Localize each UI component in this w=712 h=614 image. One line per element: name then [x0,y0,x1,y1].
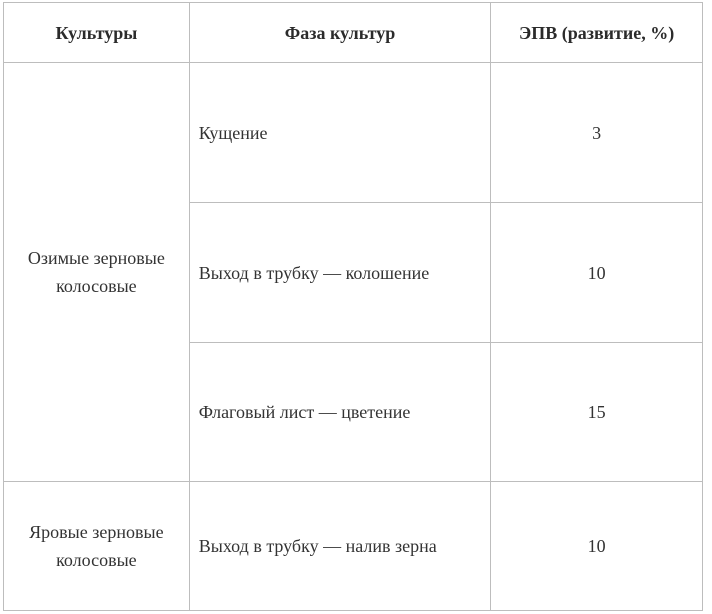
value-cell: 15 [491,343,703,482]
table-body [4,63,703,611]
crop-cell-spring: Яровые зерновые колосовые [4,482,190,611]
value-cell: 10 [491,482,703,611]
phase-cell: Выход в трубку — колошение [189,203,490,343]
phase-cell: Флаговый лист — цветение [189,343,490,482]
header-threshold: ЭПВ (развитие, %) [491,3,703,63]
table-header [4,3,703,63]
phase-cell: Выход в трубку — налив зерна [189,482,490,611]
value-cell: 3 [491,63,703,203]
header-row [4,3,703,63]
table-row [4,482,703,611]
table-row [4,63,703,203]
header-phase: Фаза культур [189,3,490,63]
phase-cell: Кущение [189,63,490,203]
value-cell: 10 [491,203,703,343]
crop-cell-winter: Озимые зерновые колосовые [4,63,190,482]
threshold-table [3,2,703,611]
header-crops: Культуры [4,3,190,63]
